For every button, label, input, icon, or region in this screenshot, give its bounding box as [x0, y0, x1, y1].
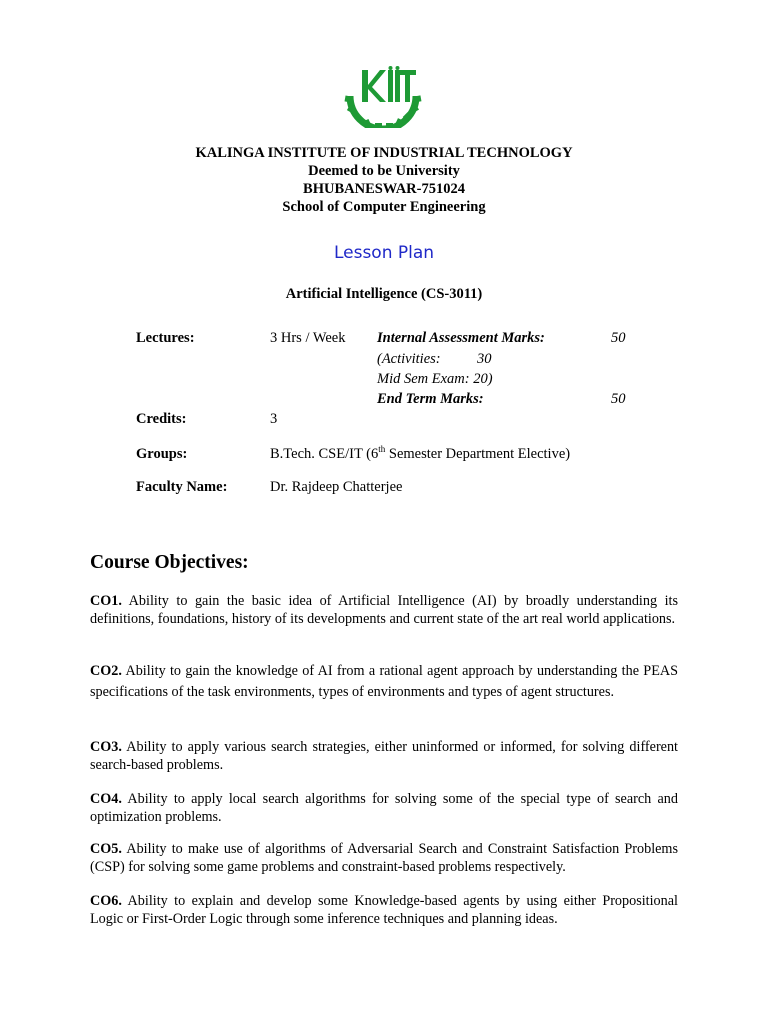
endterm-value: 50 — [611, 391, 626, 407]
course-objective-4: CO4. Ability to apply local search algorithms for solving some of the special type of search and optimization problems. — [90, 791, 678, 825]
university-status: Deemed to be University — [308, 163, 460, 179]
faculty-value: Dr. Rajdeep Chatterjee — [270, 479, 403, 495]
midsem-marks: Mid Sem Exam: 20) — [377, 371, 493, 387]
lectures-label: Lectures: — [136, 330, 195, 346]
school-name: School of Computer Engineering — [282, 199, 486, 215]
groups-label: Groups: — [136, 446, 188, 462]
faculty-label: Faculty Name: — [136, 479, 228, 495]
course-objective-3: CO3. Ability to apply various search strategies, either uninformed or informed, for solving different search-based problems. — [90, 739, 678, 773]
credits-value: 3 — [270, 411, 278, 427]
objectives-heading: Course Objectives: — [90, 552, 249, 573]
course-title: Artificial Intelligence (CS-3011) — [285, 286, 483, 302]
endterm-label: End Term Marks: — [377, 391, 484, 407]
city-pin: BHUBANESWAR-751024 — [303, 181, 465, 197]
institute-name: KALINGA INSTITUTE OF INDUSTRIAL TECHNOLOGY — [195, 145, 573, 161]
groups-value: B.Tech. CSE/IT (6th Semester Department Elective) — [270, 444, 571, 462]
internal-marks-value: 50 — [611, 330, 626, 346]
institute-header — [0, 144, 768, 216]
internal-marks-label: Internal Assessment Marks: — [377, 330, 545, 346]
kiit-logo-gear-icon — [342, 66, 424, 128]
page-title: Lesson Plan — [333, 243, 435, 263]
activities-label: (Activities: — [377, 351, 441, 367]
course-objective-1: CO1. Ability to gain the basic idea of Artificial Intelligence (AI) by broadly understanding its definitions, foundations, history of its developments and current state of the art real world applications. — [90, 593, 678, 627]
course-objective-2: CO2. Ability to gain the knowledge of AI from a rational agent approach by understanding the PEAS specifications of the task environments, types of environments and types of agent structures. — [90, 663, 678, 700]
credits-label: Credits: — [136, 411, 187, 427]
activities-value: 30 — [477, 351, 492, 367]
course-objective-6: CO6. Ability to explain and develop some Knowledge-based agents by using either Propositional Logic or First-Order Logic through some inference techniques and planning ideas. — [90, 893, 678, 927]
course-objective-5: CO5. Ability to make use of algorithms of Adversarial Search and Constraint Satisfaction Problems (CSP) for solving some game problems and constraint-based problems respectively. — [90, 841, 678, 875]
lectures-value: 3 Hrs / Week — [270, 330, 346, 346]
